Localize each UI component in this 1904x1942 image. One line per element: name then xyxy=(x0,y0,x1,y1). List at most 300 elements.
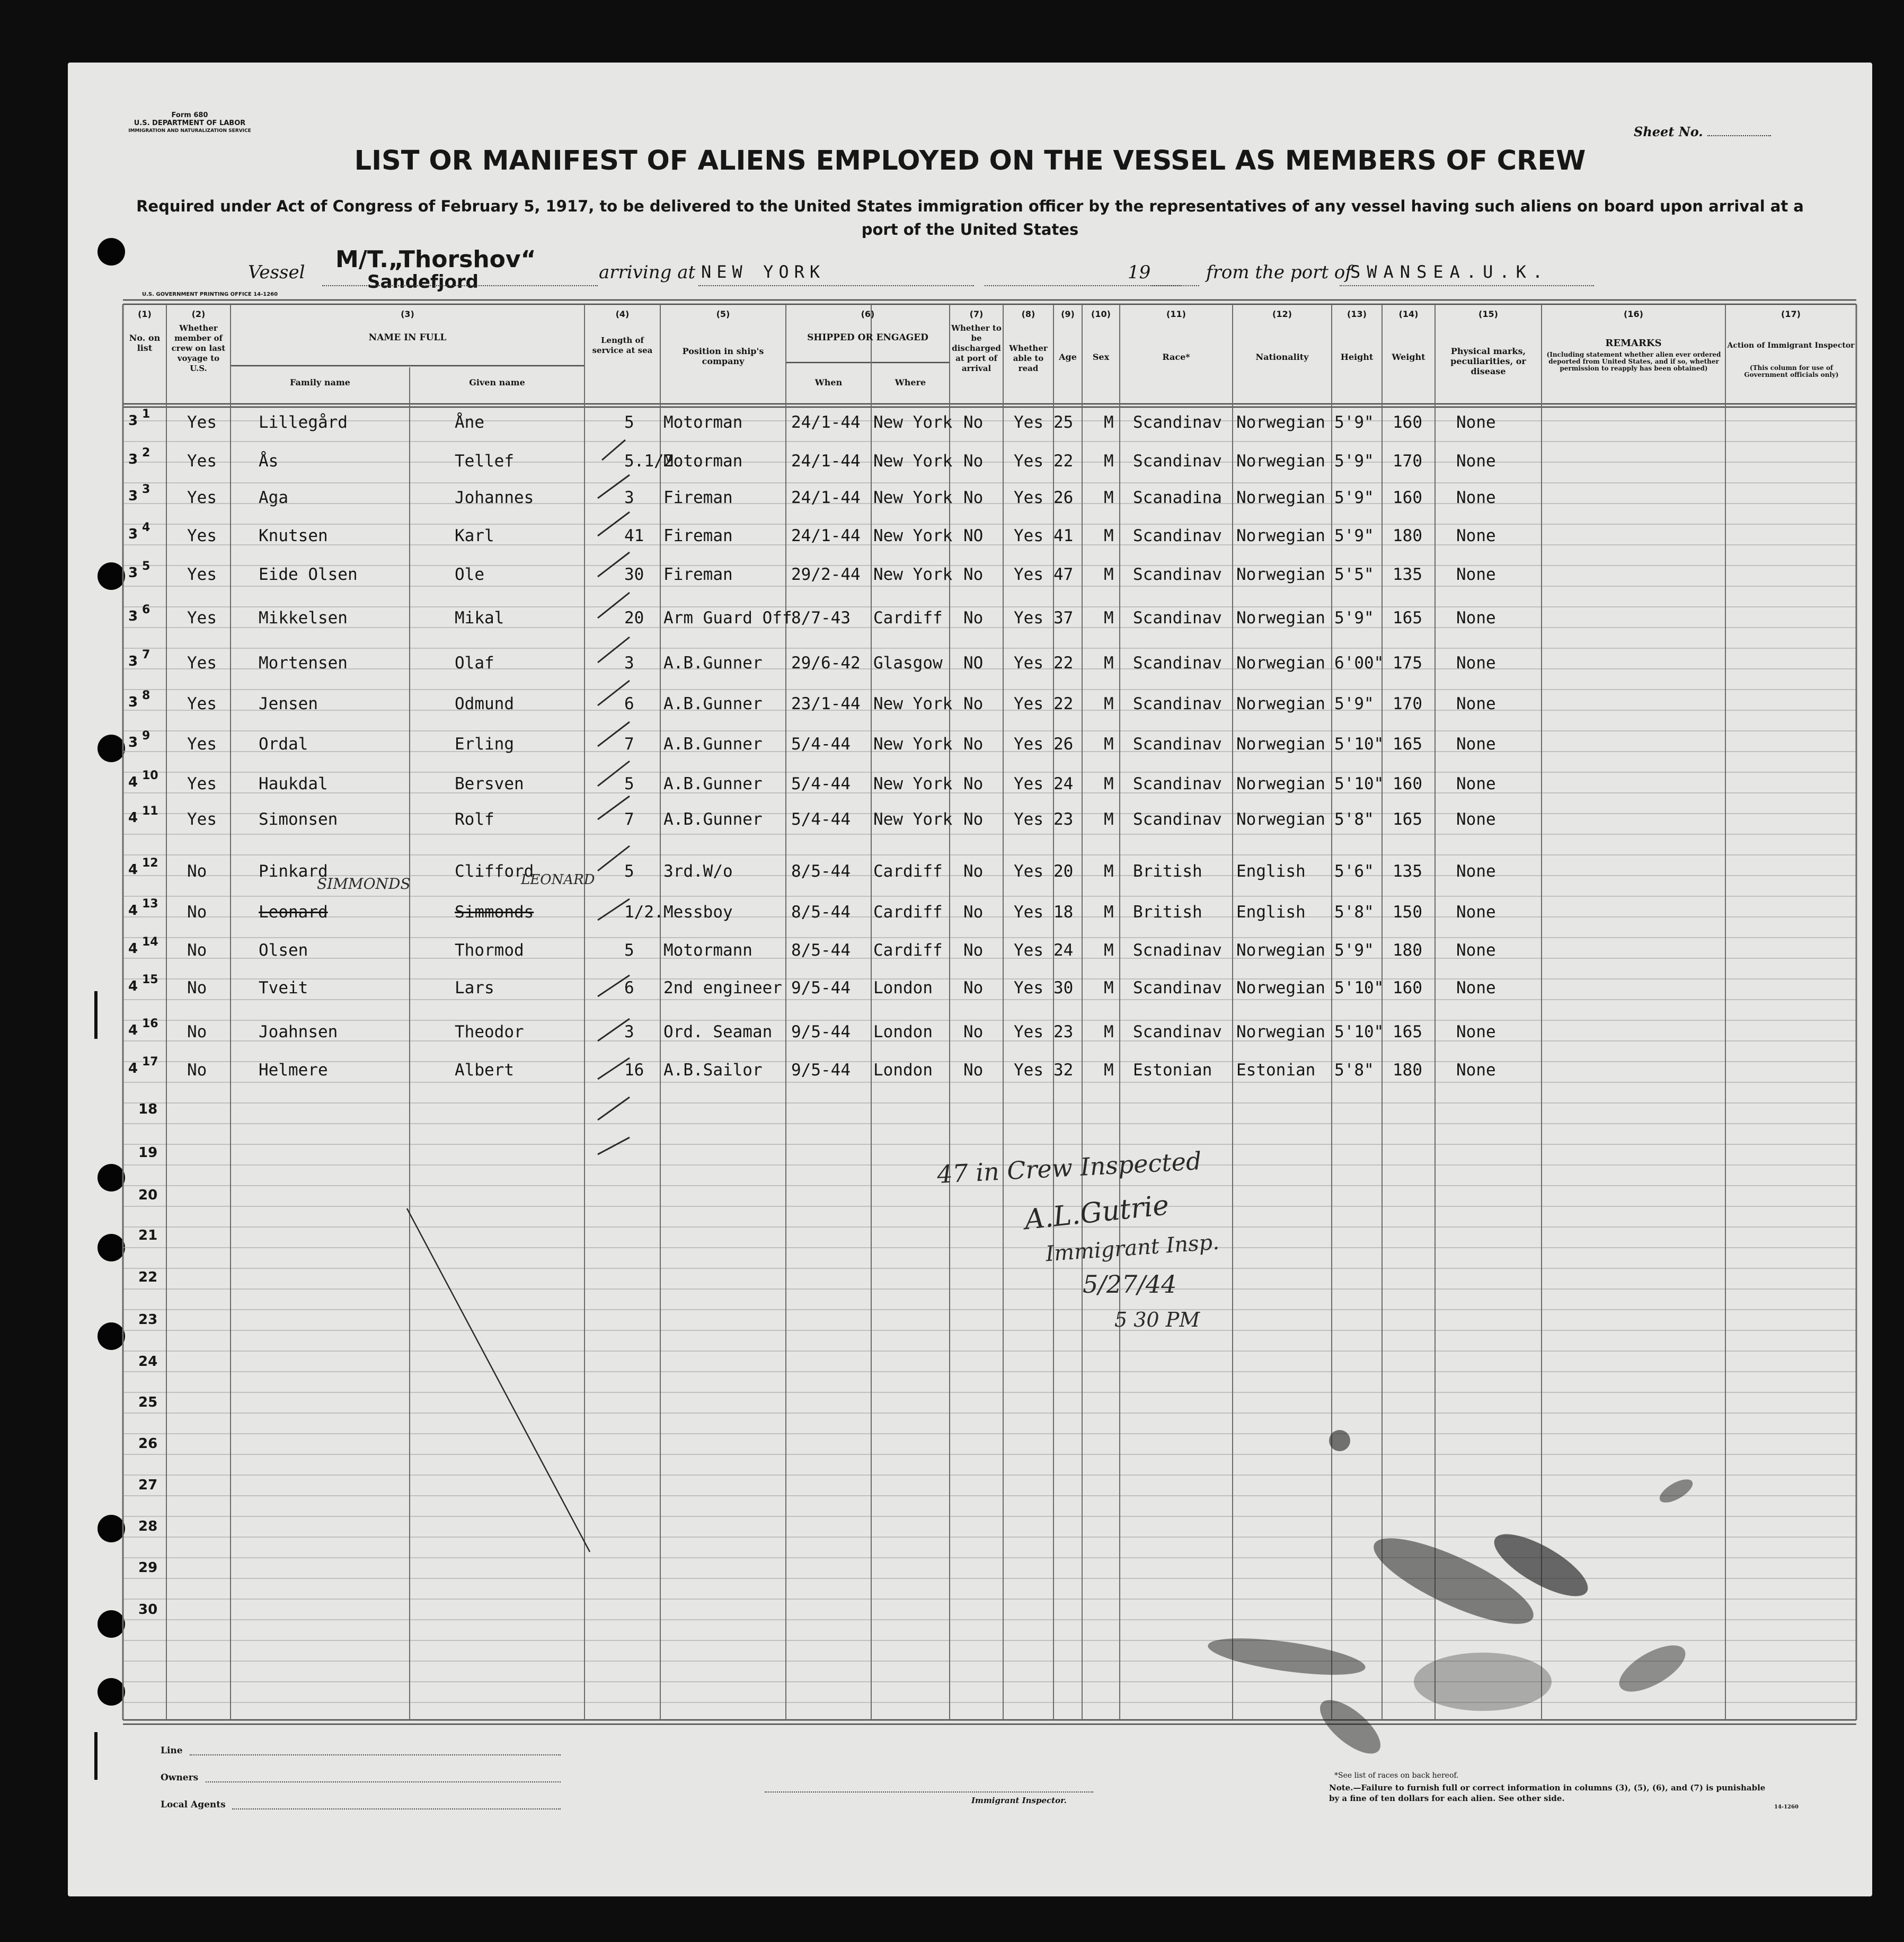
height: 5'10" xyxy=(1334,978,1384,998)
shipped-where: Cardiff xyxy=(873,608,943,628)
crew-member-flag: Yes xyxy=(187,608,217,628)
service-length: 3 xyxy=(624,654,634,673)
height: 5'9" xyxy=(1334,413,1374,432)
row-number: 16 xyxy=(142,1017,158,1030)
empty-row-number: 24 xyxy=(138,1354,158,1370)
age: 26 xyxy=(1053,488,1074,507)
shipped-where: Cardiff xyxy=(873,903,943,922)
physical-marks: None xyxy=(1456,862,1496,881)
column-header: Length of service at sea xyxy=(592,336,653,355)
line-label: Line xyxy=(161,1745,183,1756)
race: Scandinav xyxy=(1133,694,1222,713)
age: 18 xyxy=(1053,903,1074,922)
row-prefix: 4 xyxy=(128,941,138,957)
row-number: 13 xyxy=(142,897,158,911)
row-number: 3 xyxy=(142,483,150,496)
sex: M xyxy=(1104,1022,1114,1041)
family-name: Olsen xyxy=(259,941,308,960)
inspector-signature-line xyxy=(765,1791,1093,1793)
sex: M xyxy=(1104,1061,1114,1080)
family-name: Helmere xyxy=(259,1061,328,1080)
discharge-flag: No xyxy=(963,862,984,881)
age: 23 xyxy=(1053,810,1074,829)
shipped-where: Glasgow xyxy=(873,654,943,673)
crew-member-flag: No xyxy=(187,978,207,998)
race: Scandinav xyxy=(1133,654,1222,673)
height: 6'00" xyxy=(1334,654,1384,673)
immigrant-inspector-label: Immigrant Inspector. xyxy=(971,1796,1067,1805)
age: 22 xyxy=(1053,654,1074,673)
weight: 165 xyxy=(1393,735,1422,754)
crew-member-flag: Yes xyxy=(187,413,217,432)
line-field xyxy=(190,1754,561,1755)
column-number: (7) xyxy=(969,309,984,319)
form-subtitle-line1: Required under Act of Congress of February 5, 1917, to be delivered to the United States immigration officer by the representatives of any vessel having such aliens on board upon arrival at a xyxy=(136,197,1804,215)
given-name-correction: LEONARD xyxy=(521,872,595,888)
service-length: 3 xyxy=(624,488,634,507)
given-name-header: Given name xyxy=(469,377,525,387)
service-length: 7 xyxy=(624,735,634,754)
manifest-sheet xyxy=(68,63,1872,1896)
shipped-when: 23/1-44 xyxy=(791,694,861,713)
row-prefix: 4 xyxy=(128,903,138,919)
row-prefix: 3 xyxy=(128,694,138,710)
crew-member-flag: No xyxy=(187,1061,207,1080)
age: 26 xyxy=(1053,735,1074,754)
discharge-flag: No xyxy=(963,1022,984,1041)
age: 47 xyxy=(1053,565,1074,584)
age: 30 xyxy=(1053,978,1074,998)
race: Scandinav xyxy=(1133,1022,1222,1041)
family-name: Haukdal xyxy=(259,774,328,793)
able-to-read: Yes xyxy=(1014,903,1043,922)
age: 24 xyxy=(1053,941,1074,960)
age: 23 xyxy=(1053,1022,1074,1041)
inspector-signature: A.L.Gutrie xyxy=(1023,1189,1171,1237)
shipped-where: London xyxy=(873,978,933,998)
column-header: Height xyxy=(1340,352,1374,362)
row-prefix: 4 xyxy=(128,1022,138,1038)
race: Scnadinav xyxy=(1133,941,1222,960)
column-header: Action of Immigrant Inspector xyxy=(1727,341,1855,350)
empty-row-number: 20 xyxy=(138,1187,158,1203)
weight: 180 xyxy=(1393,941,1422,960)
sex: M xyxy=(1104,608,1114,628)
column-header: Whether to be discharged at port of arrival xyxy=(951,323,1002,373)
given-name: Karl xyxy=(455,526,494,545)
form-code: 14-1260 xyxy=(1774,1804,1799,1810)
column-header: Whether able to read xyxy=(1009,343,1048,373)
empty-row-number: 22 xyxy=(138,1269,158,1285)
family-name-correction: SIMMONDS xyxy=(317,875,411,893)
physical-marks: None xyxy=(1456,1022,1496,1041)
weight: 175 xyxy=(1393,654,1422,673)
race: Scanadina xyxy=(1133,488,1222,507)
sex: M xyxy=(1104,774,1114,793)
given-name: Mikal xyxy=(455,608,504,628)
service-length: 5.1/2 xyxy=(624,452,674,471)
family-name: Eide Olsen xyxy=(259,565,358,584)
physical-marks: None xyxy=(1456,978,1496,998)
column-number: (17) xyxy=(1781,309,1801,319)
position: Fireman xyxy=(663,526,733,545)
family-name: Jensen xyxy=(259,694,318,713)
physical-marks: None xyxy=(1456,526,1496,545)
family-name: Mortensen xyxy=(259,654,348,673)
column-header: Race* xyxy=(1162,352,1190,362)
crew-member-flag: Yes xyxy=(187,654,217,673)
vessel-name: M/T.„Thorshov“ xyxy=(335,246,536,273)
row-prefix: 4 xyxy=(128,862,138,878)
age: 37 xyxy=(1053,608,1074,628)
shipped-when: 5/4-44 xyxy=(791,810,851,829)
physical-marks: None xyxy=(1456,774,1496,793)
column-number: (10) xyxy=(1091,309,1111,319)
sex: M xyxy=(1104,526,1114,545)
age: 25 xyxy=(1053,413,1074,432)
position: A.B.Sailor xyxy=(663,1061,763,1080)
row-number: 17 xyxy=(142,1055,158,1069)
family-name: Leonard xyxy=(259,903,328,922)
shipped-where: London xyxy=(873,1022,933,1041)
able-to-read: Yes xyxy=(1014,862,1043,881)
empty-row-number: 23 xyxy=(138,1312,158,1328)
row-prefix: 4 xyxy=(128,1061,138,1076)
column-header: Sex xyxy=(1092,352,1110,362)
row-prefix: 3 xyxy=(128,735,138,751)
sex: M xyxy=(1104,413,1114,432)
physical-marks: None xyxy=(1456,735,1496,754)
row-prefix: 4 xyxy=(128,774,138,790)
able-to-read: Yes xyxy=(1014,694,1043,713)
height: 5'9" xyxy=(1334,452,1374,471)
position: A.B.Gunner xyxy=(663,735,763,754)
able-to-read: Yes xyxy=(1014,1022,1043,1041)
family-name: Mikkelsen xyxy=(259,608,348,628)
shipped-where: Cardiff xyxy=(873,862,943,881)
position: 3rd.W/o xyxy=(663,862,733,881)
crew-member-flag: Yes xyxy=(187,774,217,793)
position: Motormann xyxy=(663,941,752,960)
race: Scandinav xyxy=(1133,978,1222,998)
arriving-port: NEW YORK xyxy=(701,262,826,282)
row-number: 11 xyxy=(142,805,158,818)
row-number: 7 xyxy=(142,648,150,661)
service-length: 30 xyxy=(624,565,644,584)
family-name: Lillegård xyxy=(259,413,348,432)
inspection-note: 47 in Crew Inspected xyxy=(936,1146,1202,1189)
column-header: Whether member of crew on last voyage to U.S. xyxy=(171,323,226,373)
sheet-number-label: Sheet No. xyxy=(1634,124,1703,139)
position: A.B.Gunner xyxy=(663,694,763,713)
given-name: Åne xyxy=(455,413,484,432)
row-number: 1 xyxy=(142,408,150,421)
row-number: 15 xyxy=(142,973,158,986)
remarks-note: (Including statement whether alien ever ordered deported from United States, and if so, whether permission to reapply has been obtained) xyxy=(1546,351,1721,372)
physical-marks: None xyxy=(1456,488,1496,507)
weight: 170 xyxy=(1393,694,1422,713)
column-number: (11) xyxy=(1166,309,1186,319)
service-length: 1/2. xyxy=(624,903,664,922)
column-number: (13) xyxy=(1347,309,1367,319)
crew-member-flag: Yes xyxy=(187,526,217,545)
race: Scandinav xyxy=(1133,774,1222,793)
sex: M xyxy=(1104,654,1114,673)
family-name: Ås xyxy=(259,452,279,471)
column-number: (14) xyxy=(1398,309,1419,319)
nationality: Estonian xyxy=(1236,1061,1316,1080)
family-name-header: Family name xyxy=(290,377,350,387)
race: British xyxy=(1133,903,1202,922)
given-name: Johannes xyxy=(455,488,534,507)
race: Scandinav xyxy=(1133,413,1222,432)
physical-marks: None xyxy=(1456,1061,1496,1080)
shipped-when: 8/5-44 xyxy=(791,941,851,960)
column-header: Physical marks, peculiarities, or disease xyxy=(1450,346,1526,376)
nationality: Norwegian xyxy=(1236,810,1325,829)
service-length: 3 xyxy=(624,1022,634,1041)
nationality: Norwegian xyxy=(1236,608,1325,628)
empty-row-number: 29 xyxy=(138,1560,158,1576)
local-agents-field xyxy=(232,1808,561,1809)
race: Scandinav xyxy=(1133,608,1222,628)
physical-marks: None xyxy=(1456,565,1496,584)
nationality: Norwegian xyxy=(1236,735,1325,754)
crew-member-flag: No xyxy=(187,862,207,881)
shipped-when: 24/1-44 xyxy=(791,488,861,507)
where-header: Where xyxy=(895,377,926,387)
form-subtitle-line2: port of the United States xyxy=(861,220,1079,239)
physical-marks: None xyxy=(1456,903,1496,922)
row-prefix: 3 xyxy=(128,526,138,542)
able-to-read: Yes xyxy=(1014,413,1043,432)
shipped-where: New York xyxy=(873,735,953,754)
inspector-title: Immigrant Insp. xyxy=(1044,1230,1220,1267)
physical-marks: None xyxy=(1456,694,1496,713)
position: A.B.Gunner xyxy=(663,810,763,829)
empty-row-number: 30 xyxy=(138,1602,158,1618)
row-prefix: 3 xyxy=(128,413,138,429)
column-number: (4) xyxy=(615,309,630,319)
sex: M xyxy=(1104,810,1114,829)
position: Arm Guard Off xyxy=(663,608,792,628)
shipped-where: New York xyxy=(873,526,953,545)
owners-field xyxy=(206,1781,561,1782)
age: 24 xyxy=(1053,774,1074,793)
row-number: 4 xyxy=(142,521,150,534)
service-length: 5 xyxy=(624,941,634,960)
discharge-flag: No xyxy=(963,978,984,998)
given-name: Bersven xyxy=(455,774,524,793)
position: Motorman xyxy=(663,413,743,432)
column-header: Weight xyxy=(1392,352,1425,362)
able-to-read: Yes xyxy=(1014,978,1043,998)
given-name: Rolf xyxy=(455,810,494,829)
position: A.B.Gunner xyxy=(663,654,763,673)
row-number: 14 xyxy=(142,935,158,949)
shipped-where: New York xyxy=(873,565,953,584)
height: 5'8" xyxy=(1334,1061,1374,1080)
height: 5'10" xyxy=(1334,735,1384,754)
height: 5'10" xyxy=(1334,1022,1384,1041)
physical-marks: None xyxy=(1456,941,1496,960)
nationality: English xyxy=(1236,903,1306,922)
penalty-note: Note.—Failure to furnish full or correct information in columns (3), (5), (6), and (7) is punishable by a fine of ten dollars for each alien. See other side. xyxy=(1329,1783,1766,1803)
service-length: 20 xyxy=(624,608,644,628)
weight: 165 xyxy=(1393,810,1422,829)
height: 5'8" xyxy=(1334,810,1374,829)
column-number: (9) xyxy=(1061,309,1075,319)
able-to-read: Yes xyxy=(1014,452,1043,471)
sex: M xyxy=(1104,903,1114,922)
given-name: Odmund xyxy=(455,694,514,713)
column-header: No. on list xyxy=(129,333,161,353)
given-name: Thormod xyxy=(455,941,524,960)
shipped-where: New York xyxy=(873,694,953,713)
given-name: Simmonds xyxy=(455,903,534,922)
able-to-read: Yes xyxy=(1014,488,1043,507)
column-number: (8) xyxy=(1021,309,1035,319)
shipped-when: 8/7-43 xyxy=(791,608,851,628)
department-name: U.S. DEPARTMENT OF LABOR xyxy=(134,119,246,127)
row-number: 6 xyxy=(142,603,150,616)
inspection-date: 5/27/44 xyxy=(1083,1270,1177,1299)
nationality: Norwegian xyxy=(1236,654,1325,673)
row-prefix: 3 xyxy=(128,608,138,624)
given-name: Ole xyxy=(455,565,484,584)
height: 5'9" xyxy=(1334,526,1374,545)
form-title: LIST OR MANIFEST OF ALIENS EMPLOYED ON THE VESSEL AS MEMBERS OF CREW xyxy=(354,145,1586,176)
column-header: Age xyxy=(1059,352,1077,362)
service-name: IMMIGRATION AND NATURALIZATION SERVICE xyxy=(128,128,251,134)
nationality: Norwegian xyxy=(1236,488,1325,507)
column-number: (1) xyxy=(138,309,152,319)
shipped-where: New York xyxy=(873,488,953,507)
column-number: (3) xyxy=(401,309,414,319)
arriving-label: arriving at xyxy=(599,262,696,283)
crew-member-flag: Yes xyxy=(187,565,217,584)
from-port: SWANSEA.U.K. xyxy=(1350,262,1549,282)
shipped-when: 24/1-44 xyxy=(791,526,861,545)
row-number: 9 xyxy=(142,729,150,743)
height: 5'8" xyxy=(1334,903,1374,922)
column-number: (2) xyxy=(191,309,206,319)
able-to-read: Yes xyxy=(1014,526,1043,545)
nationality: Norwegian xyxy=(1236,413,1325,432)
given-name: Lars xyxy=(455,978,494,998)
row-number: 5 xyxy=(142,560,150,573)
sex: M xyxy=(1104,565,1114,584)
discharge-flag: No xyxy=(963,941,984,960)
column-header: NAME IN FULL xyxy=(368,332,447,343)
service-length: 6 xyxy=(624,694,634,713)
height: 5'5" xyxy=(1334,565,1374,584)
printing-office: U.S. GOVERNMENT PRINTING OFFICE 14-1260 xyxy=(142,292,278,297)
physical-marks: None xyxy=(1456,608,1496,628)
sex: M xyxy=(1104,452,1114,471)
shipped-when: 8/5-44 xyxy=(791,862,851,881)
race: Scandinav xyxy=(1133,810,1222,829)
column-number: (5) xyxy=(716,309,730,319)
shipped-when: 24/1-44 xyxy=(791,413,861,432)
weight: 150 xyxy=(1393,903,1422,922)
discharge-flag: No xyxy=(963,1061,984,1080)
position: Motorman xyxy=(663,452,743,471)
shipped-where: New York xyxy=(873,774,953,793)
given-name: Tellef xyxy=(455,452,514,471)
race: Scandinav xyxy=(1133,452,1222,471)
age: 32 xyxy=(1053,1061,1074,1080)
race: Scandinav xyxy=(1133,526,1222,545)
family-name: Knutsen xyxy=(259,526,328,545)
vessel-home-port: Sandefjord xyxy=(367,271,479,293)
nationality: Norwegian xyxy=(1236,452,1325,471)
family-name: Aga xyxy=(259,488,288,507)
column-header: Position in ship's company xyxy=(682,346,764,366)
column-header: Nationality xyxy=(1255,352,1309,362)
height: 5'6" xyxy=(1334,862,1374,881)
service-length: 16 xyxy=(624,1061,644,1080)
age: 41 xyxy=(1053,526,1074,545)
physical-marks: None xyxy=(1456,654,1496,673)
shipped-when: 5/4-44 xyxy=(791,735,851,754)
row-number: 10 xyxy=(142,769,158,782)
row-number: 2 xyxy=(142,446,150,460)
races-note: *See list of races on back hereof. xyxy=(1334,1771,1459,1780)
shipped-when: 9/5-44 xyxy=(791,978,851,998)
crew-member-flag: Yes xyxy=(187,452,217,471)
physical-marks: None xyxy=(1456,413,1496,432)
empty-row-number: 28 xyxy=(138,1519,158,1534)
race: Estonian xyxy=(1133,1061,1212,1080)
column-number: (6) xyxy=(861,309,875,319)
action-note: (This column for use of Government officials only) xyxy=(1744,364,1839,378)
service-length: 5 xyxy=(624,862,634,881)
age: 22 xyxy=(1053,452,1074,471)
when-header: When xyxy=(814,377,843,387)
local-agents-label: Local Agents xyxy=(161,1799,226,1810)
physical-marks: None xyxy=(1456,810,1496,829)
family-name: Tveit xyxy=(259,978,308,998)
empty-row-number: 18 xyxy=(138,1101,158,1117)
crew-member-flag: No xyxy=(187,1022,207,1041)
from-port-label: from the port of xyxy=(1206,262,1352,283)
able-to-read: Yes xyxy=(1014,1061,1043,1080)
nationality: Norwegian xyxy=(1236,526,1325,545)
shipped-where: Cardiff xyxy=(873,941,943,960)
sex: M xyxy=(1104,862,1114,881)
shipped-where: New York xyxy=(873,452,953,471)
weight: 160 xyxy=(1393,978,1422,998)
nationality: English xyxy=(1236,862,1306,881)
row-number: 12 xyxy=(142,857,158,870)
row-prefix: 4 xyxy=(128,810,138,826)
service-length: 6 xyxy=(624,978,634,998)
discharge-flag: No xyxy=(963,694,984,713)
vessel-label: Vessel xyxy=(248,262,305,283)
family-name: Simonsen xyxy=(259,810,338,829)
position: A.B.Gunner xyxy=(663,774,763,793)
row-number: 8 xyxy=(142,689,150,702)
able-to-read: Yes xyxy=(1014,941,1043,960)
discharge-flag: No xyxy=(963,608,984,628)
race: Scandinav xyxy=(1133,735,1222,754)
shipped-where: London xyxy=(873,1061,933,1080)
discharge-flag: NO xyxy=(963,526,984,545)
weight: 170 xyxy=(1393,452,1422,471)
given-name: Olaf xyxy=(455,654,494,673)
weight: 160 xyxy=(1393,774,1422,793)
